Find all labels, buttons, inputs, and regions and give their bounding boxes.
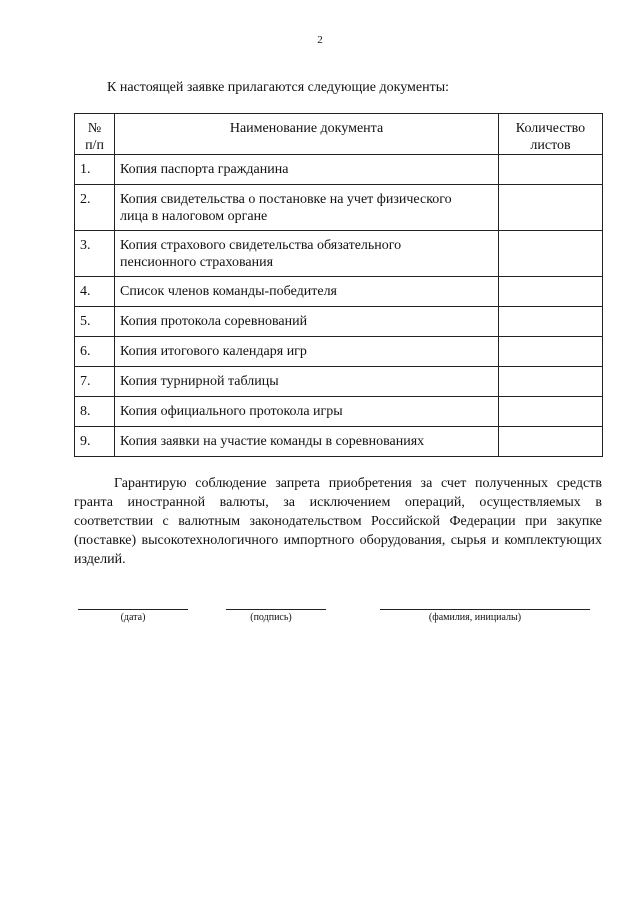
row-document-name-line: Копия турнирной таблицы — [120, 374, 279, 389]
header-sheet-count-line1: Количество — [515, 121, 586, 136]
header-sheet-count-line2: листов — [530, 138, 571, 153]
row-number: 1. — [75, 155, 115, 185]
header-number — [75, 114, 115, 155]
row-number: 4. — [75, 277, 115, 307]
row-document-name — [115, 427, 499, 457]
row-document-name-line: Копия страхового свидетельства обязательного — [120, 238, 402, 253]
table-header-row — [75, 114, 603, 155]
header-number-line1: № — [87, 121, 102, 136]
row-sheet-count[interactable] — [499, 397, 603, 427]
table-row — [75, 427, 603, 457]
date-label: (дата) — [120, 612, 146, 623]
documents-table — [74, 113, 603, 457]
row-number: 8. — [75, 397, 115, 427]
header-document-name — [115, 114, 499, 155]
name-label: (фамилия, инициалы) — [428, 612, 522, 623]
table-row — [75, 185, 603, 231]
sign-label: (подпись) — [250, 612, 292, 623]
page-number: 2 — [317, 34, 323, 46]
table-row — [75, 155, 603, 185]
row-sheet-count[interactable] — [499, 277, 603, 307]
row-sheet-count[interactable] — [499, 185, 603, 231]
row-document-name — [115, 231, 499, 277]
row-number: 5. — [75, 307, 115, 337]
name-signature-line[interactable] — [380, 609, 590, 610]
row-document-name-line: Копия свидетельства о постановке на учет физического — [120, 192, 452, 207]
row-document-name-line: лица в налоговом органе — [120, 209, 268, 224]
row-document-name — [115, 397, 499, 427]
row-number: 2. — [75, 185, 115, 231]
table-row — [75, 337, 603, 367]
table-row — [75, 231, 603, 277]
row-document-name — [115, 185, 499, 231]
row-document-name-line: Список членов команды-победителя — [120, 284, 337, 299]
row-sheet-count[interactable] — [499, 427, 603, 457]
table-row — [75, 277, 603, 307]
table-row — [75, 307, 603, 337]
row-number: 9. — [75, 427, 115, 457]
row-document-name-line: пенсионного страхования — [120, 255, 274, 270]
date-signature-line[interactable] — [78, 609, 188, 610]
row-number: 7. — [75, 367, 115, 397]
row-document-name — [115, 367, 499, 397]
guarantee-paragraph: Гарантирую соблюдение запрета приобретения за счет полученных средств гранта иностранной валюты, за исключением операций, осуществляемых в соответствии с валютным законодательством Российской Федерации при закупке (поставке) высокотехнологичного импортного оборудования, сырья и комплектующих изделий. — [74, 476, 602, 567]
table-row — [75, 367, 603, 397]
row-number: 3. — [75, 231, 115, 277]
row-number: 6. — [75, 337, 115, 367]
row-sheet-count[interactable] — [499, 337, 603, 367]
row-sheet-count[interactable] — [499, 231, 603, 277]
row-document-name-line: Копия итогового календаря игр — [120, 344, 307, 359]
sign-signature-line[interactable] — [226, 609, 326, 610]
row-sheet-count[interactable] — [499, 367, 603, 397]
header-sheet-count — [499, 114, 603, 155]
row-document-name-line: Копия официального протокола игры — [120, 404, 343, 419]
row-sheet-count[interactable] — [499, 155, 603, 185]
row-document-name — [115, 155, 499, 185]
row-document-name — [115, 337, 499, 367]
row-document-name — [115, 307, 499, 337]
row-sheet-count[interactable] — [499, 307, 603, 337]
header-number-line2: п/п — [85, 138, 104, 153]
row-document-name-line: Копия протокола соревнований — [120, 314, 308, 329]
table-row — [75, 397, 603, 427]
row-document-name-line: Копия заявки на участие команды в соревнованиях — [120, 434, 425, 449]
row-document-name — [115, 277, 499, 307]
intro-text: К настоящей заявке прилагаются следующие документы: — [107, 80, 449, 95]
row-document-name-line: Копия паспорта гражданина — [120, 162, 289, 177]
header-document-name-text: Наименование документа — [229, 121, 384, 136]
